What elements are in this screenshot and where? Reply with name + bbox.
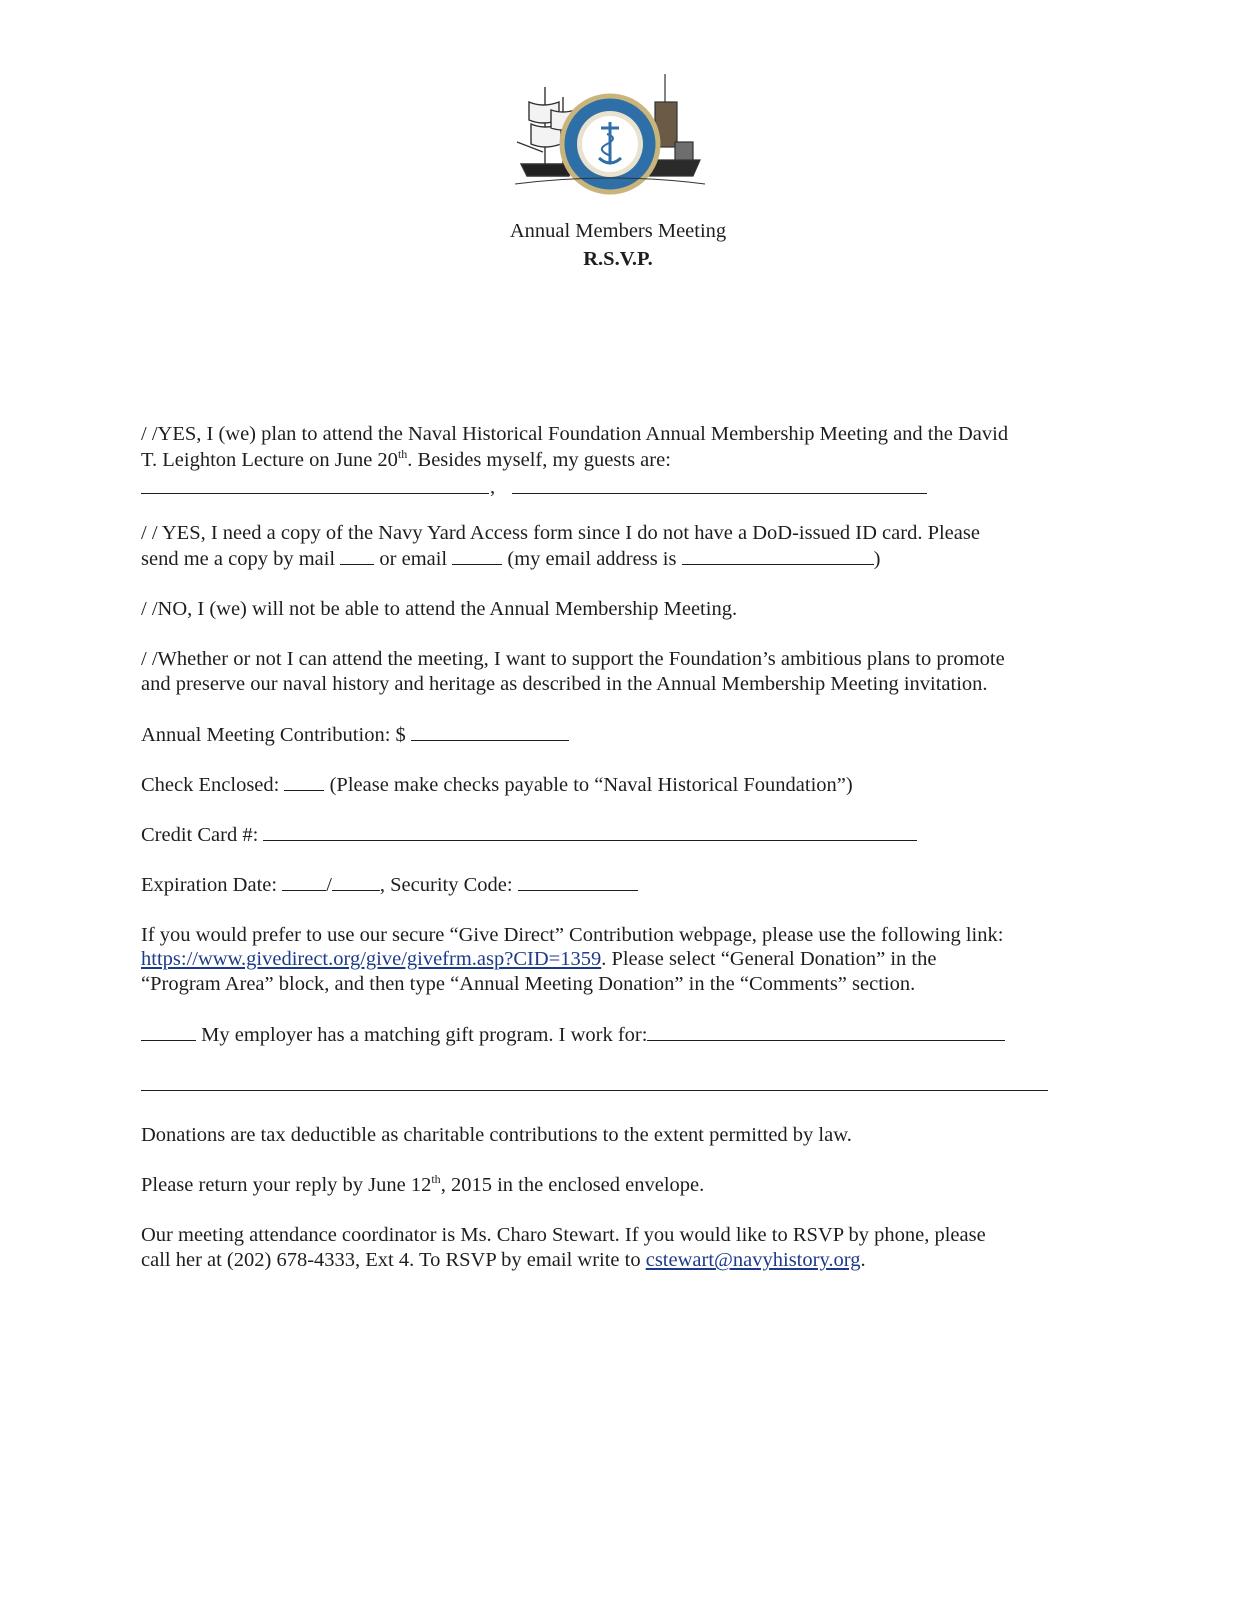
give-direct-line2 [141,946,936,972]
check-note: (Please make checks payable to “Naval Historical Foundation”) [329,774,853,796]
contribution-amount-field[interactable] [411,722,569,741]
matching-gift-check-field[interactable] [141,1022,196,1041]
attend-text-a: T. Leighton Lecture on June 20 [141,449,398,471]
return-note-a: Please return your reply by June 12 [141,1174,432,1196]
document-title: Annual Members Meeting [509,220,727,242]
credit-card-label: Credit Card #: [141,824,259,846]
support-option-line1: / /Whether or not I can attend the meeting, I want to support the Foundation’s ambitious plans to promote [141,648,1005,670]
credit-card-row [141,822,917,848]
document-subtitle: R.S.V.P. [583,248,653,270]
security-code-label: , Security Code: [379,874,513,896]
close-paren: ) [873,548,881,570]
employer-extra-line-field[interactable] [141,1090,1048,1091]
credit-card-number-field[interactable] [263,822,917,841]
guest-comma: , [490,476,496,498]
guest-name-field-1[interactable] [141,493,489,494]
tax-deductible-note: Donations are tax deductible as charitable contributions to the extent permitted by law. [141,1124,852,1146]
expiration-year-field[interactable] [332,872,380,891]
contribution-row [141,722,569,748]
attend-text-b: . Besides myself, my guests are: [407,449,671,471]
coordinator-line1: Our meeting attendance coordinator is Ms. Charo Stewart. If you would like to RSVP by phone, please [141,1224,986,1246]
expiration-label: Expiration Date: [141,874,278,896]
email-label: or email [379,548,448,570]
email-address-field[interactable] [682,546,874,565]
expiration-row [141,872,638,898]
coordinator-email-link[interactable]: cstewart@navyhistory.org [645,1249,861,1271]
give-direct-line3: “Program Area” block, and then type “Annual Meeting Donation” in the “Comments” section. [141,973,916,995]
email-choice-field[interactable] [452,546,502,565]
attend-option-line2 [141,447,671,473]
give-direct-link[interactable]: https://www.givedirect.org/give/givefrm.asp?CID=1359 [141,948,602,970]
give-direct-line1: If you would prefer to use our secure “Give Direct” Contribution webpage, please use the following link: [141,924,1004,946]
attend-option-line1: / /YES, I (we) plan to attend the Naval Historical Foundation Annual Membership Meeting and the David [141,423,1009,445]
give-direct-line2-rest: . Please select “General Donation” in the [601,948,937,970]
return-note-sup: th [431,1172,441,1187]
security-code-field[interactable] [518,872,638,891]
naval-historical-foundation-logo [515,72,705,197]
coordinator-line2-text: call her at (202) 678-4333, Ext 4. To RSVP by email write to [141,1249,646,1271]
access-option-line2 [141,546,880,572]
return-deadline-note [141,1172,704,1198]
coordinator-line2 [141,1247,866,1273]
return-note-b: , 2015 in the enclosed envelope. [440,1174,705,1196]
attend-sup: th [397,447,408,462]
expiration-slash: / [326,874,332,896]
support-option-line2: and preserve our naval history and heritage as described in the Annual Membership Meeting invitation. [141,673,988,695]
access-option-line1: / / YES, I need a copy of the Navy Yard Access form since I do not have a DoD-issued ID card. Please [141,522,980,544]
guest-name-field-2[interactable] [512,493,927,494]
employer-name-field[interactable] [647,1022,1005,1041]
decline-option: / /NO, I (we) will not be able to attend the Annual Membership Meeting. [141,598,738,620]
mail-choice-field[interactable] [340,546,374,565]
check-row [141,772,853,798]
mail-label: send me a copy by mail [141,548,336,570]
matching-gift-row [141,1022,1005,1048]
email-address-label: (my email address is [507,548,677,570]
matching-gift-label: My employer has a matching gift program. I work for: [201,1024,648,1046]
check-label: Check Enclosed: [141,774,280,796]
contribution-label: Annual Meeting Contribution: $ [141,724,406,746]
expiration-month-field[interactable] [282,872,326,891]
check-enclosed-field[interactable] [284,772,324,791]
coordinator-line2-end: . [860,1249,866,1271]
